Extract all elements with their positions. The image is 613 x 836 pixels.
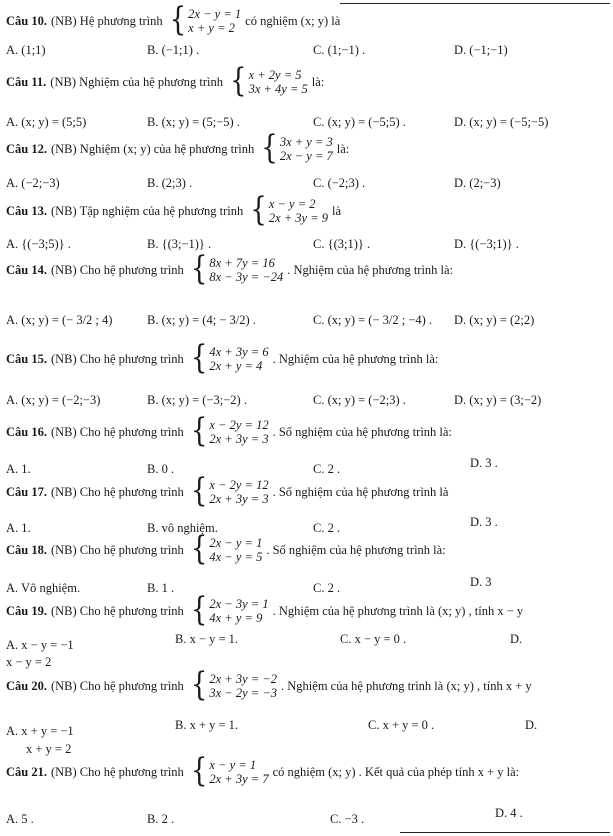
equation-2: 3x − 2y = −3 [209, 686, 278, 700]
option-b[interactable]: B. (x; y) = (4; − 3/2) . [147, 313, 256, 327]
option-b[interactable]: B. x − y = 1. [175, 632, 239, 646]
question-tail: có nghiệm (x; y) là [245, 13, 341, 28]
option-b[interactable]: B. 2 . [147, 812, 175, 826]
option-b[interactable]: B. x + y = 1. [175, 718, 239, 732]
option-a[interactable]: A. (x; y) = (−2;−3) [6, 393, 101, 407]
question-label: Câu 21. [6, 764, 47, 779]
option-c[interactable]: C. x − y = 0 . [340, 632, 407, 646]
bottom-rule [400, 832, 610, 833]
option-c[interactable]: C. 2 . [313, 521, 341, 535]
equation-system: { 2x − y = 1 x + y = 2 [169, 1, 242, 39]
option-d[interactable]: D. (−1;−1) [454, 43, 508, 57]
option-b[interactable]: B. (x; y) = (−3;−2) . [147, 393, 247, 407]
equation-2: 2x + 3y = 3 [209, 492, 269, 506]
option-c[interactable]: C. 2 . [313, 462, 341, 476]
equation-1: 8x + 7y = 16 [209, 256, 275, 270]
question-text: (NB) Cho hệ phương trình [50, 351, 184, 366]
question-text: (NB) Cho hệ phương trình [50, 542, 184, 557]
option-b[interactable]: B. vô nghiệm. [147, 521, 218, 535]
question-tail: . Số nghiệm của hệ phương trình là: [272, 424, 452, 439]
question-tail: là: [336, 141, 350, 156]
question-tail: . Nghiệm của hệ phương trình là: [287, 262, 454, 277]
option-b[interactable]: B. (−1;1) . [147, 43, 200, 57]
option-a[interactable]: A. Vô nghiệm. [6, 581, 81, 595]
option-a[interactable]: A. 5 . [6, 812, 34, 826]
equation-1: x + 2y = 5 [248, 68, 302, 82]
equation-system: { x − y = 1 2x + 3y = 7 [190, 752, 269, 790]
equation-system: { 3x + y = 3 2x − y = 7 [261, 129, 333, 167]
question-tail: . Nghiệm của hệ phương trình là (x; y) , tính x + y [281, 678, 532, 693]
question-21 [6, 752, 609, 790]
question-text: (NB) Cho hệ phương trình [50, 764, 184, 779]
question-tail: . Số nghiệm của hệ phương trình là [272, 484, 449, 499]
option-c[interactable]: C. (x; y) = (−5;5) . [313, 115, 406, 129]
option-a[interactable]: A. (−2;−3) [6, 176, 60, 190]
equation-2: 2x + 3y = 9 [268, 211, 329, 225]
equation-2: 3x + 4y = 5 [248, 82, 308, 96]
option-c[interactable]: C. x + y = 0 . [368, 718, 435, 732]
option-a[interactable]: A. {(−3;5)} . [6, 237, 71, 251]
option-d[interactable]: D. 4 . [495, 806, 523, 820]
question-label: Câu 11. [6, 74, 47, 89]
equation-1: 2x + 3y = −2 [209, 672, 278, 686]
option-d[interactable]: D. (x; y) = (3;−2) [454, 393, 542, 407]
question-label: Câu 19. [6, 603, 47, 618]
option-b[interactable]: B. 0 . [147, 462, 175, 476]
equation-system: { x − y = 2 2x + 3y = 9 [250, 191, 329, 229]
question-15 [6, 339, 609, 377]
equation-2: 2x + 3y = 7 [209, 772, 269, 786]
option-a[interactable]: A. (x; y) = (5;5) [6, 115, 87, 129]
option-d[interactable]: D. 3 [470, 575, 492, 589]
question-tail: . Nghiệm của hệ phương trình là: [272, 351, 439, 366]
option-c[interactable]: C. {(3;1)} . [313, 237, 371, 251]
option-d[interactable]: D. (2;−3) [454, 176, 501, 190]
option-c[interactable]: C. (x; y) = (−2;3) . [313, 393, 406, 407]
option-d[interactable]: D. {(−3;1)} . [454, 237, 519, 251]
question-17 [6, 472, 609, 510]
equation-system: { x + 2y = 5 3x + 4y = 5 [230, 62, 308, 100]
question-text: (NB) Cho hệ phương trình [50, 424, 184, 439]
equation-1: x − 2y = 12 [209, 478, 269, 492]
option-b[interactable]: B. 1 . [147, 581, 175, 595]
equation-1: 2x − 3y = 1 [209, 597, 269, 611]
option-c[interactable]: C. 2 . [313, 581, 341, 595]
question-label: Câu 18. [6, 542, 47, 557]
equation-system: { 2x + 3y = −2 3x − 2y = −3 [190, 666, 278, 704]
question-label: Câu 16. [6, 424, 47, 439]
option-d[interactable]: D. (x; y) = (−5;−5) [454, 115, 549, 129]
option-d[interactable]: D. [525, 718, 538, 732]
equation-system: { 2x − y = 1 4x − y = 5 [190, 530, 263, 568]
equation-system: { x − 2y = 12 2x + 3y = 3 [190, 412, 269, 450]
question-text: (NB) Cho hệ phương trình [50, 262, 184, 277]
equation-system: { x − 2y = 12 2x + 3y = 3 [190, 472, 269, 510]
question-tail: . Nghiệm của hệ phương trình là (x; y) , tính x − y [272, 603, 524, 618]
question-label: Câu 10. [6, 13, 47, 28]
question-tail: là: [311, 74, 325, 89]
top-rule [340, 3, 610, 4]
question-text: (NB) Cho hệ phương trình [50, 484, 184, 499]
equation-1: x − 2y = 12 [209, 418, 269, 432]
question-20 [6, 666, 609, 704]
option-b[interactable]: B. (2;3) . [147, 176, 193, 190]
option-d[interactable]: D. [510, 632, 523, 646]
question-11 [6, 62, 609, 100]
question-label: Câu 20. [6, 678, 47, 693]
question-19 [6, 591, 609, 629]
question-tail: . Số nghiệm của hệ phương trình là: [266, 542, 446, 557]
equation-1: 2x − y = 1 [209, 536, 263, 550]
equation-2: x + y = 2 [188, 21, 235, 35]
equation-1: 2x − y = 1 [188, 7, 242, 21]
option-d[interactable]: D. (x; y) = (2;2) [454, 313, 535, 327]
option-b[interactable]: B. {(3;−1)} . [147, 237, 212, 251]
question-12 [6, 129, 609, 167]
question-label: Câu 15. [6, 351, 47, 366]
option-d-answer[interactable]: x + y = 2 [26, 742, 72, 756]
question-tail: là [332, 203, 342, 218]
option-c[interactable]: C. −3 . [330, 812, 365, 826]
option-c[interactable]: C. (1;−1) . [313, 43, 366, 57]
question-18 [6, 530, 609, 568]
question-text: (NB) Cho hệ phương trình [50, 678, 184, 693]
question-label: Câu 13. [6, 203, 47, 218]
question-label: Câu 14. [6, 262, 47, 277]
equation-1: 3x + y = 3 [279, 135, 333, 149]
question-label: Câu 17. [6, 484, 47, 499]
equation-2: 2x + 3y = 3 [209, 432, 269, 446]
equation-2: 2x − y = 7 [279, 149, 333, 163]
option-b[interactable]: B. (x; y) = (5;−5) . [147, 115, 240, 129]
option-d[interactable]: D. 3 . [470, 456, 498, 470]
option-a[interactable]: A. x + y = −1 [6, 724, 74, 738]
question-text: (NB) Nghiệm (x; y) của hệ phương trình [50, 141, 255, 156]
equation-2: 8x − 3y = −24 [209, 270, 284, 284]
equation-system: { 8x + 7y = 16 8x − 3y = −24 [190, 250, 284, 288]
equation-2: 2x + y = 4 [209, 359, 263, 373]
equation-1: x − y = 1 [209, 758, 257, 772]
option-a[interactable]: A. x − y = −1 [6, 638, 74, 652]
option-a[interactable]: A. 1. [6, 462, 31, 476]
question-10 [6, 1, 609, 39]
option-a[interactable]: A. 1. [6, 521, 31, 535]
question-label: Câu 12. [6, 141, 47, 156]
equation-2: 4x − y = 5 [209, 550, 263, 564]
question-16 [6, 412, 609, 450]
question-text: (NB) Nghiệm của hệ phương trình [50, 74, 224, 89]
equation-system: { 2x − 3y = 1 4x + y = 9 [190, 591, 269, 629]
question-text: (NB) Cho hệ phương trình [50, 603, 184, 618]
option-c[interactable]: C. (x; y) = (− 3/2 ; −4) . [313, 313, 433, 327]
equation-1: x − y = 2 [268, 197, 316, 211]
question-text: (NB) Hệ phương trình [50, 13, 163, 28]
question-text: (NB) Tập nghiệm của hệ phương trình [50, 203, 244, 218]
equation-2: 4x + y = 9 [209, 611, 263, 625]
equation-1: 4x + 3y = 6 [209, 345, 269, 359]
question-tail: có nghiệm (x; y) . Kết quả của phép tính x + y là: [272, 764, 520, 779]
question-13 [6, 191, 609, 229]
question-14 [6, 250, 609, 288]
option-a[interactable]: A. (x; y) = (− 3/2 ; 4) [6, 313, 113, 327]
option-a[interactable]: A. (1;1) [6, 43, 46, 57]
option-d-answer[interactable]: x − y = 2 [6, 655, 52, 669]
option-d[interactable]: D. 3 . [470, 515, 498, 529]
equation-system: { 4x + 3y = 6 2x + y = 4 [190, 339, 269, 377]
option-c[interactable]: C. (−2;3) . [313, 176, 366, 190]
